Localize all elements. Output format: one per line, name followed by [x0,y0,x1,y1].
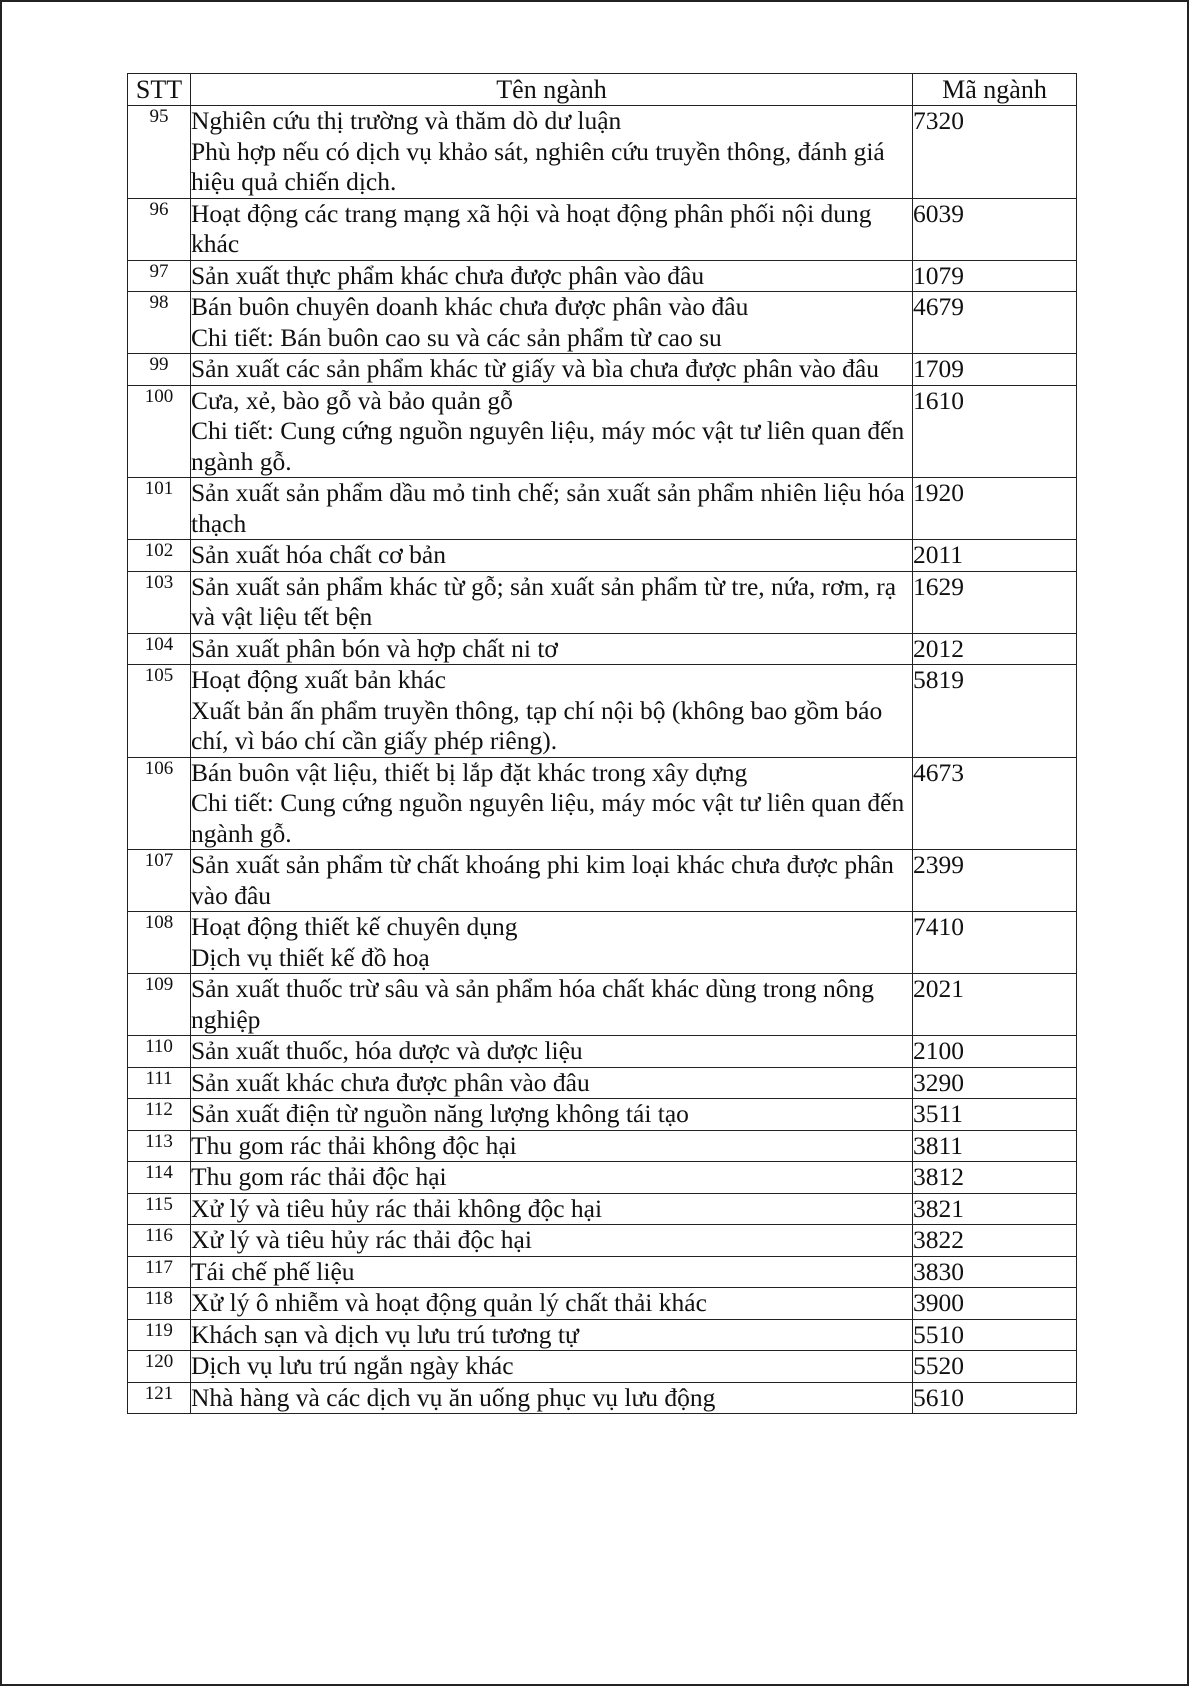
row-business-name: Sản xuất khác chưa được phân vào đâu [191,1067,913,1099]
row-business-code: 1920 [913,478,1077,540]
row-business-name: Sản xuất sản phẩm khác từ gỗ; sản xuất sản phẩm từ tre, nứa, rơm, rạ và vật liệu tết bện [191,571,913,633]
table-row [128,1351,1077,1383]
table-row [128,1036,1077,1068]
table-body [128,106,1077,1414]
row-stt: 101 [128,478,191,540]
row-stt: 96 [128,198,191,260]
row-stt: 105 [128,665,191,758]
row-business-name: Sản xuất các sản phẩm khác từ giấy và bìa chưa được phân vào đâu [191,354,913,386]
row-business-name: Bán buôn chuyên doanh khác chưa được phân vào đâu Chi tiết: Bán buôn cao su và các sản phẩm từ cao su [191,292,913,354]
table-row [128,385,1077,478]
row-stt: 102 [128,540,191,572]
row-stt: 121 [128,1382,191,1414]
row-stt: 119 [128,1319,191,1351]
table-row [128,1162,1077,1194]
row-business-code: 2021 [913,974,1077,1036]
row-business-code: 1610 [913,385,1077,478]
table-row [128,106,1077,199]
header-stt: STT [128,74,191,106]
row-stt: 118 [128,1288,191,1320]
row-stt: 120 [128,1351,191,1383]
row-business-name: Hoạt động xuất bản khác Xuất bản ấn phẩm truyền thông, tạp chí nội bộ (không bao gồm báo chí, vì báo chí cần giấy phép riêng). [191,665,913,758]
row-business-code: 6039 [913,198,1077,260]
row-business-code: 1709 [913,354,1077,386]
row-stt: 115 [128,1193,191,1225]
table-row [128,1319,1077,1351]
row-business-code: 3290 [913,1067,1077,1099]
table-row [128,757,1077,850]
table-row [128,1067,1077,1099]
row-business-code: 1079 [913,260,1077,292]
row-stt: 107 [128,850,191,912]
row-business-name: Tái chế phế liệu [191,1256,913,1288]
row-business-name: Sản xuất phân bón và hợp chất ni tơ [191,633,913,665]
table-row [128,1288,1077,1320]
row-business-code: 1629 [913,571,1077,633]
row-business-code: 2100 [913,1036,1077,1068]
row-business-code: 5610 [913,1382,1077,1414]
row-business-code: 7320 [913,106,1077,199]
row-business-name: Cưa, xẻ, bào gỗ và bảo quản gỗ Chi tiết: Cung cứng nguồn nguyên liệu, máy móc vật tư liên quan đến ngành gỗ. [191,385,913,478]
table-row [128,850,1077,912]
row-business-code: 3830 [913,1256,1077,1288]
row-business-code: 3812 [913,1162,1077,1194]
row-business-code: 2012 [913,633,1077,665]
row-business-code: 2011 [913,540,1077,572]
row-business-name: Thu gom rác thải độc hại [191,1162,913,1194]
row-business-name: Xử lý và tiêu hủy rác thải không độc hại [191,1193,913,1225]
table-row [128,571,1077,633]
row-business-name: Thu gom rác thải không độc hại [191,1130,913,1162]
row-business-name: Sản xuất hóa chất cơ bản [191,540,913,572]
table-row [128,912,1077,974]
row-business-code: 7410 [913,912,1077,974]
table-row [128,665,1077,758]
row-business-name: Sản xuất thuốc trừ sâu và sản phẩm hóa chất khác dùng trong nông nghiệp [191,974,913,1036]
row-business-code: 3822 [913,1225,1077,1257]
row-business-name: Sản xuất sản phẩm từ chất khoáng phi kim loại khác chưa được phân vào đâu [191,850,913,912]
row-business-code: 4673 [913,757,1077,850]
row-stt: 116 [128,1225,191,1257]
table-row [128,540,1077,572]
row-stt: 113 [128,1130,191,1162]
row-business-name: Hoạt động thiết kế chuyên dụng Dịch vụ thiết kế đồ hoạ [191,912,913,974]
row-business-code: 5819 [913,665,1077,758]
row-business-name: Xử lý ô nhiễm và hoạt động quản lý chất thải khác [191,1288,913,1320]
row-stt: 99 [128,354,191,386]
row-stt: 111 [128,1067,191,1099]
row-business-name: Nghiên cứu thị trường và thăm dò dư luận Phù hợp nếu có dịch vụ khảo sát, nghiên cứu truyền thông, đánh giá hiệu quả chiến dịch. [191,106,913,199]
table-row [128,1382,1077,1414]
row-business-code: 2399 [913,850,1077,912]
row-business-code: 5520 [913,1351,1077,1383]
row-stt: 110 [128,1036,191,1068]
table-row [128,633,1077,665]
table-row [128,1225,1077,1257]
table-row [128,1099,1077,1131]
header-code: Mã ngành [913,74,1077,106]
row-business-name: Dịch vụ lưu trú ngắn ngày khác [191,1351,913,1383]
table-row [128,354,1077,386]
row-business-code: 3511 [913,1099,1077,1131]
table-row [128,1193,1077,1225]
row-stt: 109 [128,974,191,1036]
row-business-name: Sản xuất thuốc, hóa dược và dược liệu [191,1036,913,1068]
row-stt: 112 [128,1099,191,1131]
table-row [128,1256,1077,1288]
table-row [128,974,1077,1036]
row-stt: 104 [128,633,191,665]
row-business-name: Bán buôn vật liệu, thiết bị lắp đặt khác trong xây dựng Chi tiết: Cung cứng nguồn nguyên liệu, máy móc vật tư liên quan đến ngành gỗ. [191,757,913,850]
row-business-code: 5510 [913,1319,1077,1351]
row-business-code: 3811 [913,1130,1077,1162]
row-stt: 98 [128,292,191,354]
row-stt: 97 [128,260,191,292]
row-business-name: Sản xuất thực phẩm khác chưa được phân vào đâu [191,260,913,292]
business-lines-table [127,73,1077,1414]
table-row [128,198,1077,260]
header-name: Tên ngành [191,74,913,106]
table-row [128,478,1077,540]
row-business-name: Sản xuất điện từ nguồn năng lượng không tái tạo [191,1099,913,1131]
row-stt: 108 [128,912,191,974]
table-row [128,292,1077,354]
row-business-code: 4679 [913,292,1077,354]
row-stt: 106 [128,757,191,850]
row-business-name: Sản xuất sản phẩm dầu mỏ tinh chế; sản xuất sản phẩm nhiên liệu hóa thạch [191,478,913,540]
table-header [128,74,1077,106]
row-business-name: Khách sạn và dịch vụ lưu trú tương tự [191,1319,913,1351]
row-stt: 100 [128,385,191,478]
header-row [128,74,1077,106]
row-business-name: Hoạt động các trang mạng xã hội và hoạt động phân phối nội dung khác [191,198,913,260]
table-row [128,1130,1077,1162]
row-business-name: Xử lý và tiêu hủy rác thải độc hại [191,1225,913,1257]
row-business-code: 3821 [913,1193,1077,1225]
row-stt: 95 [128,106,191,199]
row-business-name: Nhà hàng và các dịch vụ ăn uống phục vụ lưu động [191,1382,913,1414]
row-stt: 114 [128,1162,191,1194]
row-business-code: 3900 [913,1288,1077,1320]
row-stt: 103 [128,571,191,633]
table-row [128,260,1077,292]
row-stt: 117 [128,1256,191,1288]
